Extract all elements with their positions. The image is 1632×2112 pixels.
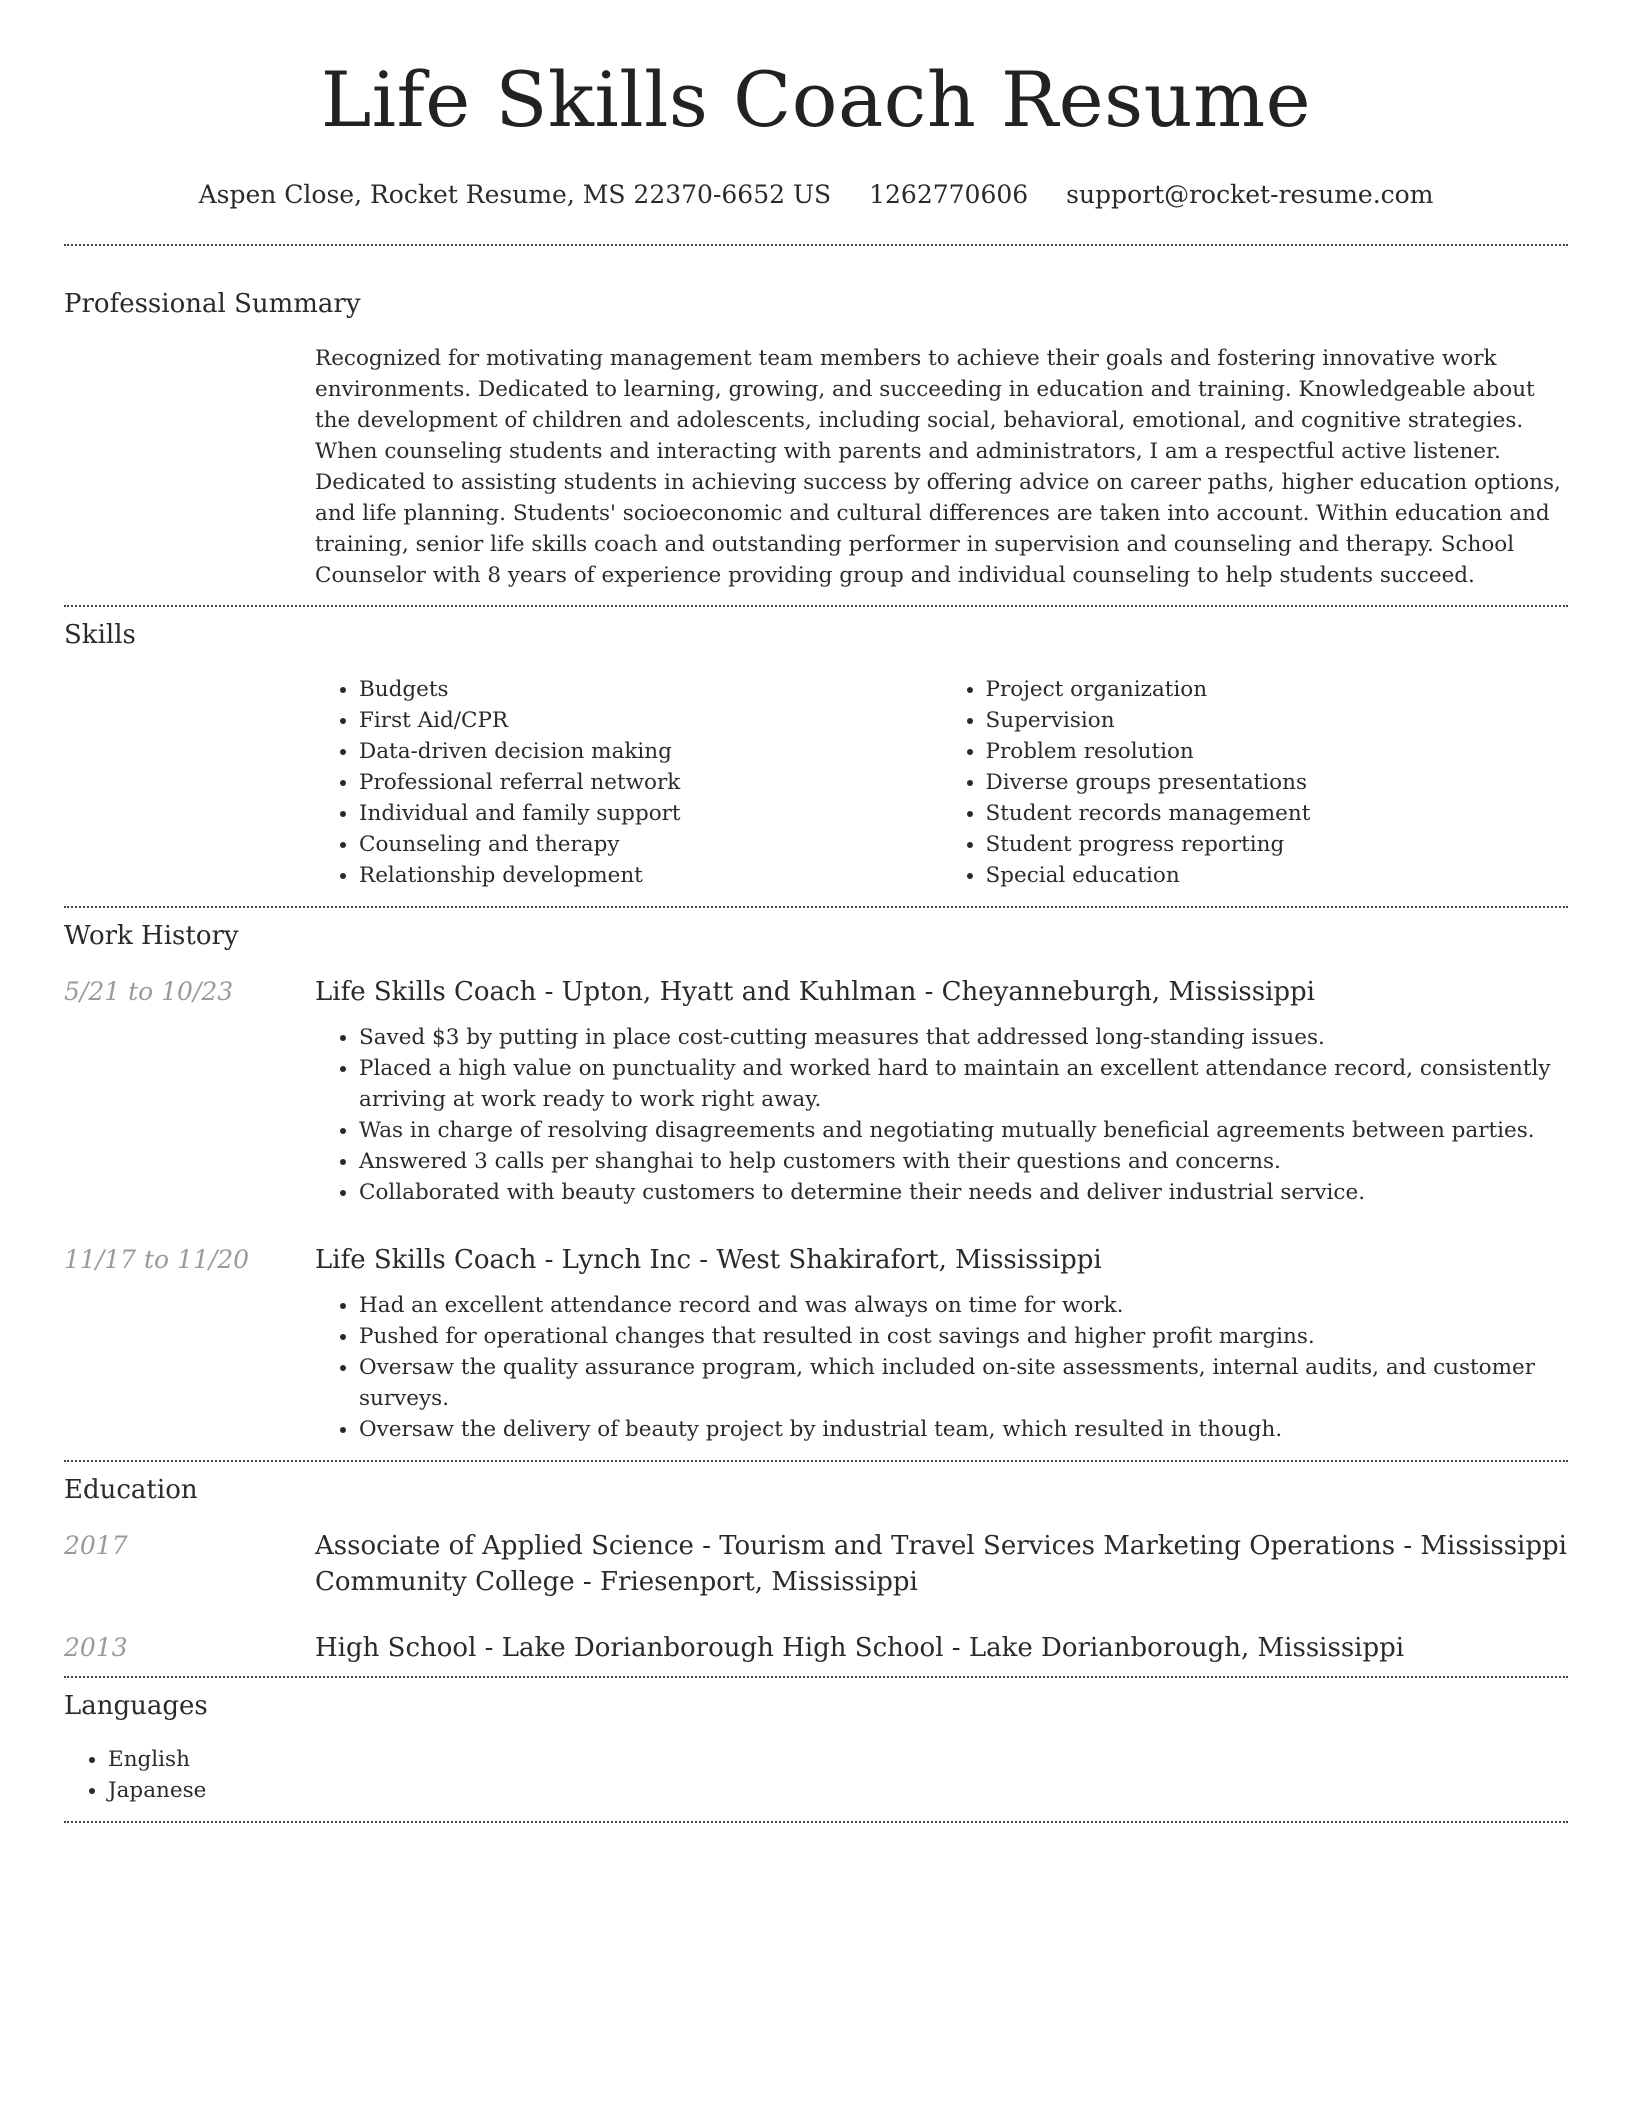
summary-text: Recognized for motivating management team members to achieve their goals and fostering innovative work environments. Dedicated to learning, growing, and succeeding in education and training. Knowledgeable about the development of children and adolescents, including social, behavioral, emotional, and cognitive strategies. When counseling students and interacting with parents and administrators, I am a respectful active listener. Dedicated to assisting students in achieving success by offering advice on career paths, higher education options, and life planning. Students' socioeconomic and cultural differences are taken into account. Within education and training, senior life skills coach and outstanding performer in supervision and counseling and therapy. School Counselor with 8 years of experience providing group and individual counseling to help students succeed. <box>315 346 1561 588</box>
section-heading-summary: Professional Summary <box>64 289 361 319</box>
skill-item: • Problem resolution <box>986 736 1569 767</box>
job-dates: 5/21 to 10/23 <box>64 977 234 1006</box>
job-bullet: • Oversaw the quality assurance program, which included on-site assessments, internal audits, and customer surveys. <box>359 1352 1568 1414</box>
job-bullet: • Oversaw the delivery of beauty project by industrial team, which resulted in though. <box>359 1414 1568 1445</box>
languages-list <box>64 1744 1568 1806</box>
job-bullet: • Answered 3 calls per shanghai to help customers with their questions and concerns. <box>359 1146 1568 1177</box>
education-section <box>64 1474 1568 1666</box>
contact-email: support@rocket-resume.com <box>1066 180 1434 209</box>
skill-item: • Data-driven decision making <box>359 736 942 767</box>
skills-column-left <box>315 674 942 891</box>
summary-section <box>64 288 1568 591</box>
education-year: 2017 <box>64 1531 128 1560</box>
section-heading-languages: Languages <box>64 1691 208 1721</box>
skill-item: • Relationship development <box>359 860 942 891</box>
skill-item: • Special education <box>986 860 1569 891</box>
skill-item: • Counseling and therapy <box>359 829 942 860</box>
skill-item: • First Aid/CPR <box>359 705 942 736</box>
skill-item: • Student progress reporting <box>986 829 1569 860</box>
education-entry <box>64 1630 1568 1666</box>
section-heading-skills: Skills <box>64 620 136 650</box>
job-dates: 11/17 to 11/20 <box>64 1245 250 1274</box>
skills-list <box>315 674 1568 891</box>
skill-item: • Budgets <box>359 674 942 705</box>
divider <box>64 1821 1568 1823</box>
job-bullet: • Was in charge of resolving disagreements and negotiating mutually beneficial agreements between parties. <box>359 1115 1568 1146</box>
work-history-section <box>64 920 1568 1445</box>
job-title: Life Skills Coach - Lynch Inc - West Shakirafort, Mississippi <box>315 1245 1102 1275</box>
language-item: • Japanese <box>108 1775 1568 1806</box>
job-entry <box>64 974 1568 1208</box>
divider <box>64 1676 1568 1678</box>
skill-item: • Individual and family support <box>359 798 942 829</box>
skill-item: • Supervision <box>986 705 1569 736</box>
divider <box>64 605 1568 607</box>
job-details <box>315 974 1568 1208</box>
skills-section <box>64 619 1568 891</box>
job-bullet: • Had an excellent attendance record and was always on time for work. <box>359 1290 1568 1321</box>
skills-column-right <box>942 674 1569 891</box>
section-heading-work: Work History <box>64 921 239 951</box>
education-details: High School - Lake Dorianborough High School - Lake Dorianborough, Mississippi <box>315 1633 1405 1663</box>
job-title: Life Skills Coach - Upton, Hyatt and Kuhlman - Cheyanneburgh, Mississippi <box>315 977 1315 1007</box>
section-heading-education: Education <box>64 1475 198 1505</box>
skill-item: • Student records management <box>986 798 1569 829</box>
education-details: Associate of Applied Science - Tourism and Travel Services Marketing Operations - Mississippi Community College - Friesenport, Mississippi <box>315 1531 1567 1597</box>
skill-item: • Project organization <box>986 674 1569 705</box>
contact-phone: 1262770606 <box>869 180 1029 209</box>
education-year: 2013 <box>64 1633 128 1662</box>
divider <box>64 906 1568 908</box>
job-bullet: • Pushed for operational changes that resulted in cost savings and higher profit margins. <box>359 1321 1568 1352</box>
language-item: • English <box>108 1744 1568 1775</box>
education-entry <box>64 1528 1568 1600</box>
job-bullet: • Saved $3 by putting in place cost-cutting measures that addressed long-standing issues. <box>359 1022 1568 1053</box>
job-bullet: • Collaborated with beauty customers to determine their needs and deliver industrial service. <box>359 1177 1568 1208</box>
skill-item: • Diverse groups presentations <box>986 767 1569 798</box>
divider <box>64 244 1568 246</box>
job-bullets <box>315 1022 1568 1208</box>
job-bullet: • Placed a high value on punctuality and worked hard to maintain an excellent attendance record, consistently arriving at work ready to work right away. <box>359 1053 1568 1115</box>
skill-item: • Professional referral network <box>359 767 942 798</box>
job-entry <box>64 1242 1568 1445</box>
contact-line <box>64 180 1568 210</box>
job-details <box>315 1242 1568 1445</box>
languages-section <box>64 1690 1568 1806</box>
contact-address: Aspen Close, Rocket Resume, MS 22370-6652 US <box>198 180 832 209</box>
resume-title: Life Skills Coach Resume <box>320 55 1312 144</box>
divider <box>64 1460 1568 1462</box>
job-bullets <box>315 1290 1568 1445</box>
